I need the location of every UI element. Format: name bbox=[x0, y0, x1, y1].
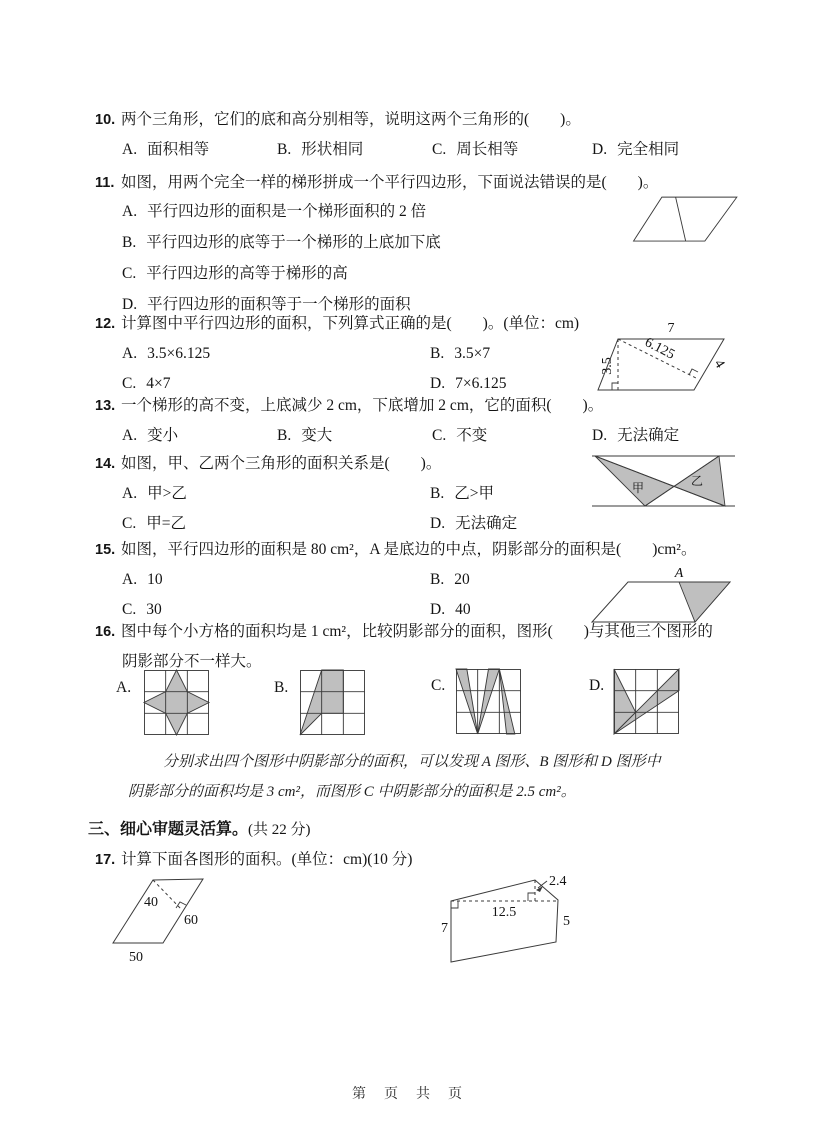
option-text: 无法确定 bbox=[455, 515, 518, 532]
yi-label: 乙 bbox=[690, 474, 704, 488]
question-text: 一个梯形的高不变，上底减少 2 cm，下底增加 2 cm，它的面积( )。 bbox=[121, 397, 604, 414]
question-number: 15. bbox=[95, 542, 116, 558]
height-label: 40 bbox=[144, 895, 158, 910]
section-heading bbox=[88, 820, 311, 840]
right-label: 5 bbox=[563, 914, 570, 929]
option-label: B. bbox=[430, 345, 445, 362]
option-label: C. bbox=[122, 265, 137, 282]
option-label: C. bbox=[432, 427, 447, 444]
question-number: 16. bbox=[95, 624, 116, 640]
q11-option-a bbox=[122, 202, 426, 222]
q14-option-d bbox=[430, 514, 517, 534]
question-text: 计算下面各图形的面积。(单位：cm)(10 分) bbox=[121, 851, 413, 868]
q10-option-b bbox=[277, 140, 363, 160]
q15-parallelogram-figure bbox=[588, 550, 750, 630]
q15-option-c bbox=[122, 600, 162, 620]
option-label: B. bbox=[122, 234, 137, 251]
option-text: 变大 bbox=[301, 427, 333, 444]
question-number: 14. bbox=[95, 456, 116, 472]
option-text: 周长相等 bbox=[456, 141, 519, 158]
q10-option-c bbox=[432, 140, 518, 160]
width-label: 12.5 bbox=[491, 905, 517, 920]
option-text: 40 bbox=[455, 601, 471, 618]
option-label: A. bbox=[122, 571, 138, 588]
option-label: C. bbox=[122, 515, 137, 532]
parallelogram bbox=[113, 879, 203, 943]
q16-figure-label-d: D. bbox=[589, 677, 605, 694]
option-text: 不变 bbox=[456, 427, 488, 444]
option-label: B. bbox=[430, 485, 445, 502]
q11-parallelogram-figure bbox=[618, 188, 746, 252]
question-11 bbox=[95, 173, 658, 193]
option-label: A. bbox=[122, 345, 138, 362]
option-label: A. bbox=[122, 485, 138, 502]
option-text: 3.5×7 bbox=[454, 345, 491, 362]
option-text: 平行四边形的底等于一个梯形的上底加下底 bbox=[146, 234, 441, 251]
composite-shape bbox=[451, 880, 558, 962]
q15-option-a bbox=[122, 570, 163, 590]
q13-option-a bbox=[122, 426, 178, 446]
question-text: 如图，用两个完全一样的梯形拼成一个平行四边形，下面说法错误的是( )。 bbox=[121, 174, 659, 191]
q12-option-b bbox=[430, 344, 490, 364]
page-footer: 第 页 共 页 bbox=[352, 1087, 464, 1102]
option-label: A. bbox=[122, 427, 138, 444]
option-text: 4×7 bbox=[146, 375, 171, 392]
q14-triangles-figure bbox=[592, 448, 744, 516]
option-label: C. bbox=[432, 141, 447, 158]
jia-label: 甲 bbox=[631, 481, 645, 495]
question-text: 如图，甲、乙两个三角形的面积关系是( )。 bbox=[121, 455, 442, 472]
left-label: 7 bbox=[441, 921, 448, 936]
q14-option-a bbox=[122, 484, 187, 504]
section-points: (共 22 分) bbox=[248, 822, 311, 838]
question-text: 两个三角形，它们的底和高分别相等，说明这两个三角形的( )。 bbox=[121, 111, 581, 128]
q13-option-d bbox=[592, 426, 679, 446]
option-text: 平行四边形的面积是一个梯形面积的 2 倍 bbox=[147, 203, 427, 220]
q10-option-d bbox=[592, 140, 679, 160]
q14-option-c bbox=[122, 514, 186, 534]
question-text: 如图，平行四边形的面积是 80 cm²，A 是底边的中点，阴影部分的面积是( )cm²。 bbox=[121, 541, 697, 558]
q10-option-a bbox=[122, 140, 209, 160]
top-label: 2.4 bbox=[549, 874, 567, 889]
side-label: 60 bbox=[184, 913, 198, 928]
slant-label: 6.125 bbox=[642, 335, 678, 363]
option-text: 30 bbox=[146, 601, 162, 618]
question-14 bbox=[95, 454, 441, 474]
q17-trapezoid-figure bbox=[436, 862, 588, 980]
analysis-line1: 分别求出四个图形中阴影部分的面积，可以发现 A 图形、B 图形和 D 图形中 bbox=[163, 754, 661, 770]
analysis-line2: 阴影部分的面积均是 3 cm²，而图形 C 中阴影部分的面积是 2.5 cm²。 bbox=[128, 784, 576, 800]
shaded-star bbox=[144, 670, 209, 735]
point-a-label: A bbox=[674, 566, 684, 581]
option-text: 20 bbox=[454, 571, 470, 588]
q13-option-c bbox=[432, 426, 487, 446]
option-text: 甲=乙 bbox=[146, 515, 186, 532]
option-label: A. bbox=[122, 203, 138, 220]
q11-option-b bbox=[122, 233, 441, 253]
option-text: 平行四边形的高等于梯形的高 bbox=[146, 265, 348, 282]
option-text: 10 bbox=[147, 571, 163, 588]
option-label: A. bbox=[122, 141, 138, 158]
q16-grid-b bbox=[300, 670, 365, 735]
q16-figure-label-b: B. bbox=[274, 679, 289, 696]
question-16 bbox=[95, 622, 713, 642]
question-text: 计算图中平行四边形的面积，下列算式正确的是( )。(单位：cm) bbox=[121, 315, 580, 332]
q15-option-b bbox=[430, 570, 470, 590]
top-length-label: 7 bbox=[667, 321, 675, 336]
option-text: 变小 bbox=[147, 427, 179, 444]
option-label: D. bbox=[430, 601, 446, 618]
option-label: B. bbox=[277, 141, 292, 158]
option-label: D. bbox=[592, 427, 608, 444]
shaded-w-band bbox=[456, 669, 478, 734]
option-label: D. bbox=[430, 515, 446, 532]
option-label: D. bbox=[122, 296, 138, 313]
option-label: D. bbox=[592, 141, 608, 158]
question-number: 12. bbox=[95, 316, 116, 332]
question-10 bbox=[95, 110, 581, 130]
q16-figure-label-a: A. bbox=[116, 679, 132, 696]
base-label: 50 bbox=[129, 950, 143, 965]
option-text: 面积相等 bbox=[147, 141, 210, 158]
q14-option-b bbox=[430, 484, 494, 504]
option-text: 7×6.125 bbox=[455, 375, 507, 392]
question-13 bbox=[95, 396, 603, 416]
option-text: 平行四边形的面积等于一个梯形的面积 bbox=[147, 296, 411, 313]
q17-parallelogram-figure bbox=[96, 866, 250, 970]
q16-figure-label-c: C. bbox=[431, 677, 446, 694]
option-label: C. bbox=[122, 375, 137, 392]
parallelogram bbox=[634, 197, 737, 241]
q11-option-c bbox=[122, 264, 348, 284]
shaded-w-band bbox=[478, 669, 500, 734]
question-12 bbox=[95, 314, 579, 334]
option-text: 3.5×6.125 bbox=[147, 345, 211, 362]
option-text: 完全相同 bbox=[617, 141, 680, 158]
option-label: C. bbox=[122, 601, 137, 618]
q12-parallelogram-figure bbox=[588, 308, 750, 400]
q16-grid-d bbox=[614, 669, 679, 734]
q16-grid-c bbox=[456, 669, 521, 734]
q12-option-a bbox=[122, 344, 210, 364]
question-number: 17. bbox=[95, 852, 116, 868]
q12-option-d bbox=[430, 374, 506, 394]
side-label: 4 bbox=[710, 357, 728, 372]
option-text: 形状相同 bbox=[301, 141, 364, 158]
question-text: 阴影部分不一样大。 bbox=[122, 653, 262, 670]
option-text: 甲>乙 bbox=[147, 485, 187, 502]
option-label: D. bbox=[430, 375, 446, 392]
option-label: B. bbox=[277, 427, 292, 444]
q11-option-d bbox=[122, 295, 411, 315]
height-label: 3.5 bbox=[600, 357, 615, 375]
shaded-w-band bbox=[499, 669, 514, 734]
q15-option-d bbox=[430, 600, 471, 620]
section-title: 三、细心审题灵活算。 bbox=[88, 821, 249, 838]
option-label: B. bbox=[430, 571, 445, 588]
q12-option-c bbox=[122, 374, 170, 394]
question-number: 11. bbox=[95, 175, 115, 191]
question-number: 13. bbox=[95, 398, 116, 414]
q16-grid-a bbox=[144, 670, 209, 735]
q13-option-b bbox=[277, 426, 332, 446]
option-text: 无法确定 bbox=[617, 427, 680, 444]
question-text: 图中每个小方格的面积均是 1 cm²，比较阴影部分的面积，图形( )与其他三个图形的 bbox=[121, 623, 713, 640]
option-text: 乙>甲 bbox=[454, 485, 494, 502]
question-16-line2 bbox=[122, 652, 262, 672]
question-number: 10. bbox=[95, 112, 116, 128]
